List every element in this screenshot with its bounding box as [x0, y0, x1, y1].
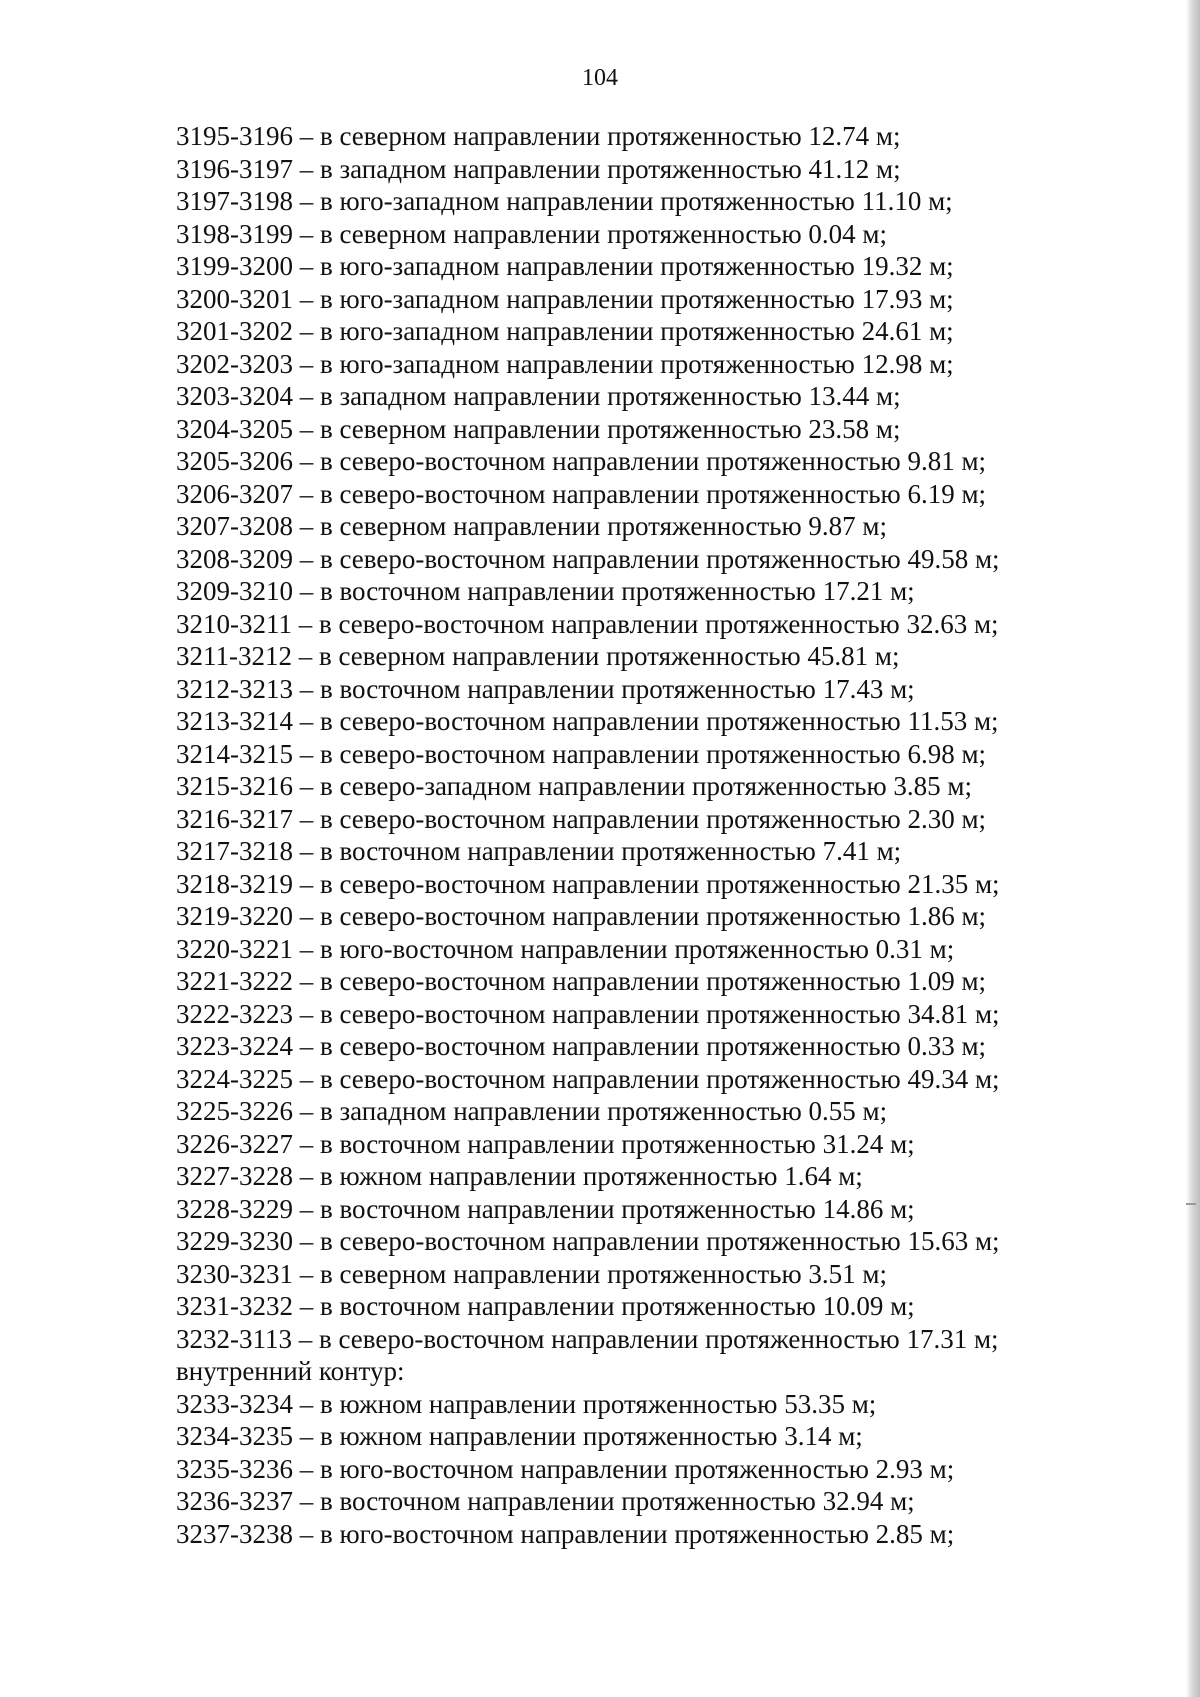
text-line: 3203-3204 – в западном направлении протяженностью 13.44 м;: [176, 381, 901, 411]
text-line: 3233-3234 – в южном направлении протяженностью 53.35 м;: [176, 1388, 877, 1419]
text-line: 3208-3209 – в северо-восточном направлении протяженностью 49.58 м;: [176, 543, 1000, 574]
text-line: 3195-3196 – в северном направлении протяженностью 12.74 м;: [176, 121, 901, 151]
text-line: 3226-3227 – в восточном направлении протяженностью 31.24 м;: [176, 1128, 915, 1159]
text-line: 3210-3211 – в северо-восточном направлении протяженностью 32.63 м;: [176, 608, 999, 639]
text-line: 3199-3200 – в юго-западном направлении протяженностью 19.32 м;: [176, 251, 954, 281]
text-line: 3221-3222 – в северо-восточном направлении протяженностью 1.09 м;: [176, 966, 987, 996]
text-line: 3230-3231 – в северном направлении протяженностью 3.51 м;: [176, 1258, 888, 1289]
text-line: 3235-3236 – в юго-восточном направлении протяженностью 2.93 м;: [176, 1453, 955, 1484]
text-line: 3218-3219 – в северо-восточном направлении протяженностью 21.35 м;: [176, 868, 1000, 899]
text-line: 3219-3220 – в северо-восточном направлении протяженностью 1.86 м;: [176, 901, 987, 931]
text-line: 3202-3203 – в юго-западном направлении протяженностью 12.98 м;: [176, 348, 954, 379]
text-line: 3214-3215 – в северо-восточном направлении протяженностью 6.98 м;: [176, 738, 987, 769]
text-line: 3236-3237 – в восточном направлении протяженностью 32.94 м;: [176, 1486, 915, 1516]
text-line: 3223-3224 – в северо-восточном направлении протяженностью 0.33 м;: [176, 1031, 987, 1061]
text-line: 3224-3225 – в северо-восточном направлении протяженностью 49.34 м;: [176, 1063, 1000, 1094]
text-line: 3227-3228 – в южном направлении протяженностью 1.64 м;: [176, 1161, 863, 1191]
text-line: 3213-3214 – в северо-восточном направлении протяженностью 11.53 м;: [176, 706, 999, 736]
text-line: 3207-3208 – в северном направлении протяженностью 9.87 м;: [176, 511, 888, 541]
text-line: 3215-3216 – в северо-западном направлении протяженностью 3.85 м;: [176, 771, 972, 801]
text-line: 3200-3201 – в юго-западном направлении протяженностью 17.93 м;: [176, 283, 954, 314]
text-line: 3229-3230 – в северо-восточном направлении протяженностью 15.63 м;: [176, 1226, 1000, 1256]
page-number: 104: [582, 65, 618, 91]
text-line: 3237-3238 – в юго-восточном направлении протяженностью 2.85 м;: [176, 1518, 955, 1549]
text-line: 3196-3197 – в западном направлении протяженностью 41.12 м;: [176, 153, 901, 184]
text-line: 3222-3223 – в северо-восточном направлении протяженностью 34.81 м;: [176, 998, 1000, 1029]
text-line: 3198-3199 – в северном направлении протяженностью 0.04 м;: [176, 218, 888, 249]
text-line: 3206-3207 – в северо-восточном направлении протяженностью 6.19 м;: [176, 478, 987, 509]
text-line: 3231-3232 – в восточном направлении протяженностью 10.09 м;: [176, 1291, 915, 1321]
text-line: 3205-3206 – в северо-восточном направлении протяженностью 9.81 м;: [176, 446, 987, 476]
text-line: 3211-3212 – в северном направлении протяженностью 45.81 м;: [176, 641, 900, 671]
text-line: 3209-3210 – в восточном направлении протяженностью 17.21 м;: [176, 576, 915, 606]
text-line: 3225-3226 – в западном направлении протяженностью 0.55 м;: [176, 1096, 888, 1126]
text-line: 3232-3113 – в северо-восточном направлении протяженностью 17.31 м;: [176, 1323, 999, 1354]
text-body: [176, 120, 1076, 1550]
text-line: 3234-3235 – в южном направлении протяженностью 3.14 м;: [176, 1421, 863, 1451]
text-line: 3217-3218 – в восточном направлении протяженностью 7.41 м;: [176, 836, 902, 866]
text-line: 3212-3213 – в восточном направлении протяженностью 17.43 м;: [176, 673, 915, 704]
scan-edge-mark: [1186, 1203, 1196, 1205]
text-line: 3228-3229 – в восточном направлении протяженностью 14.86 м;: [176, 1193, 915, 1224]
text-line: 3216-3217 – в северо-восточном направлении протяженностью 2.30 м;: [176, 803, 987, 834]
text-line: 3220-3221 – в юго-восточном направлении протяженностью 0.31 м;: [176, 933, 955, 964]
section-heading: внутренний контур:: [176, 1356, 405, 1386]
text-line: 3201-3202 – в юго-западном направлении протяженностью 24.61 м;: [176, 316, 954, 346]
text-line: 3204-3205 – в северном направлении протяженностью 23.58 м;: [176, 413, 901, 444]
scan-edge-shadow: [1186, 0, 1200, 1697]
text-line: 3197-3198 – в юго-западном направлении протяженностью 11.10 м;: [176, 186, 953, 216]
